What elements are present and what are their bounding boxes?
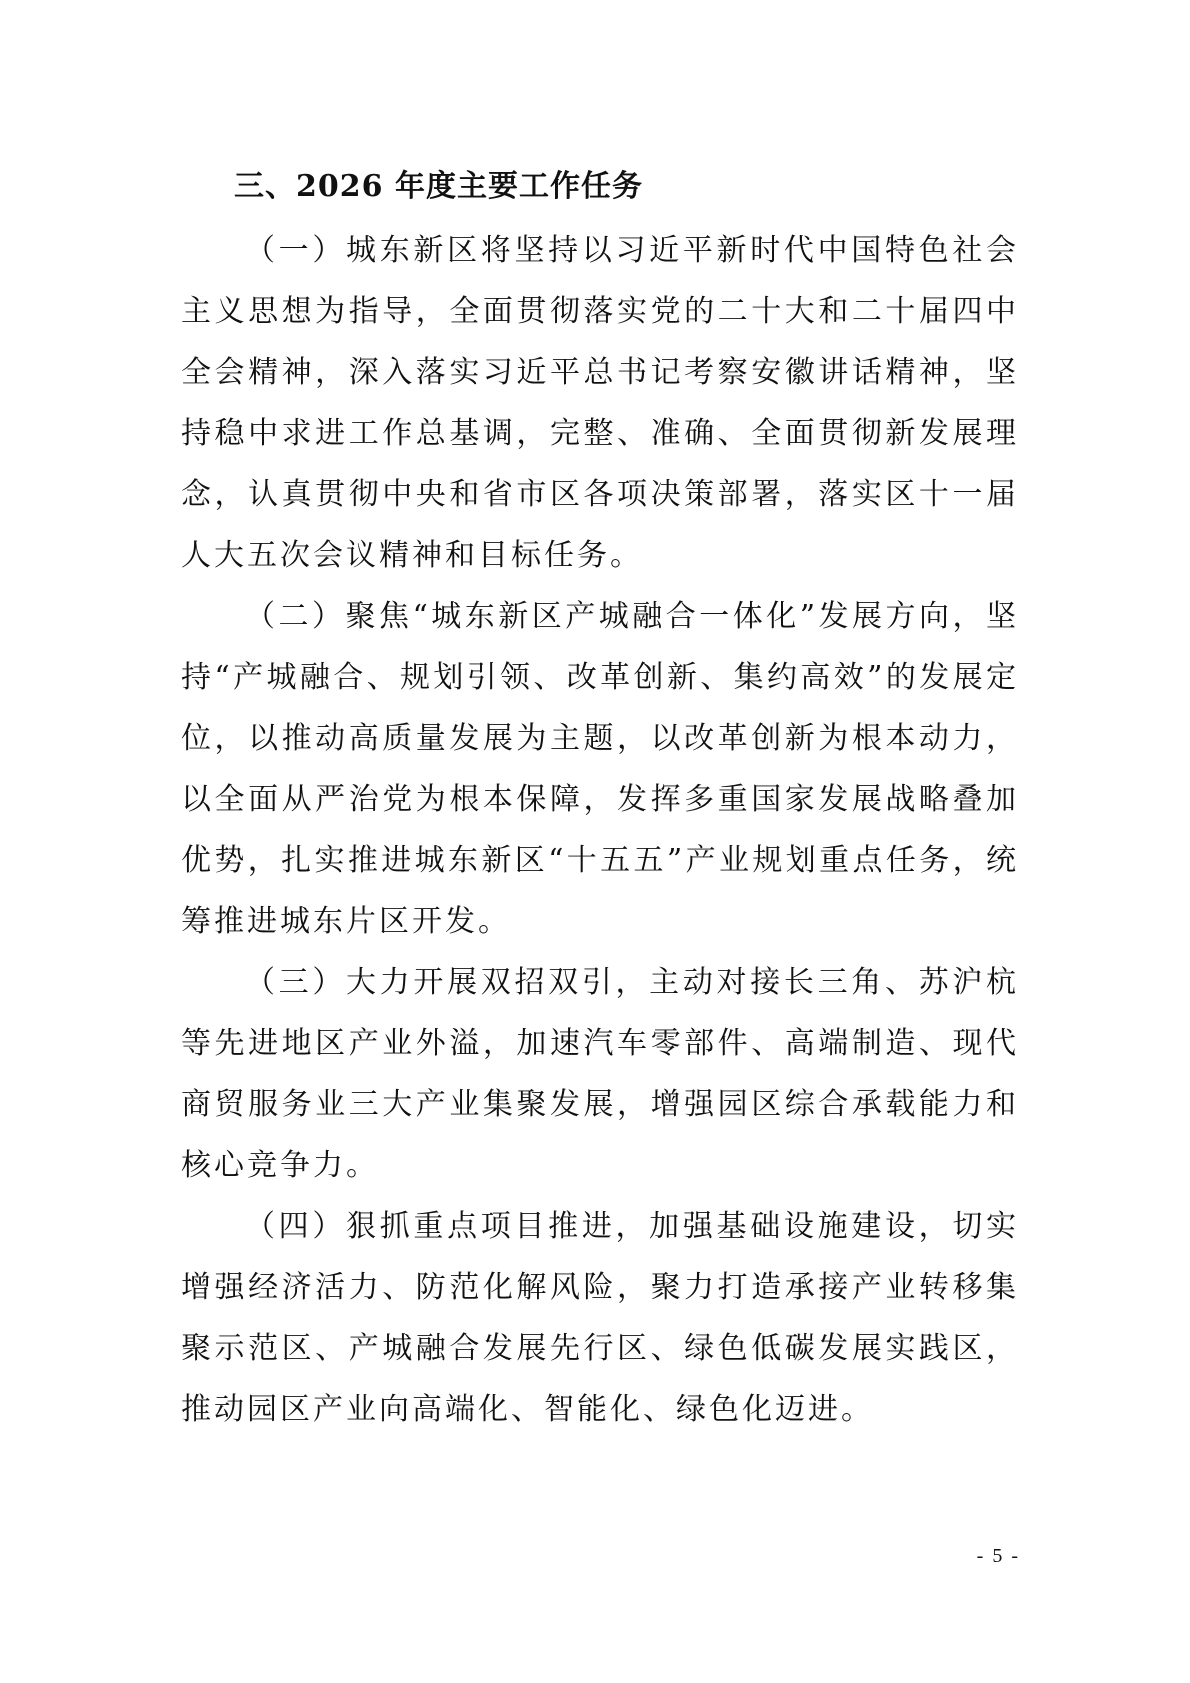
paragraph-4: （四）狠抓重点项目推进，加强基础设施建设，切实增强经济活力、防范化解风险，聚力打造承接产业转移集聚示范区、产城融合发展先行区、绿色低碳发展实践区，推动园区产业向高端化、智能化、绿色化迈进。 <box>181 1209 1019 1427</box>
paragraph-2: （二）聚焦“城东新区产城融合一体化”发展方向，坚持“产城融合、规划引领、改革创新、集约高效”的发展定位，以推动高质量发展为主题，以改革创新为根本动力，以全面从严治党为根本保障，发挥多重国家发展战略叠加优势，扎实推进城东新区“十五五”产业规划重点任务，统筹推进城东片区开发。 <box>181 599 1019 939</box>
page-number: - 5 - <box>976 1545 1020 1567</box>
document-body <box>181 154 1019 1440</box>
paragraph-1: （一）城东新区将坚持以习近平新时代中国特色社会主义思想为指导，全面贯彻落实党的二十大和二十届四中全会精神，深入落实习近平总书记考察安徽讲话精神，坚持稳中求进工作总基调，完整、准确、全面贯彻新发展理念，认真贯彻中央和省市区各项决策部署，落实区十一届人大五次会议精神和目标任务。 <box>181 233 1019 573</box>
section-heading: 三、2026 年度主要工作任务 <box>234 169 643 204</box>
paragraph-3: （三）大力开展双招双引，主动对接长三角、苏沪杭等先进地区产业外溢，加速汽车零部件、高端制造、现代商贸服务业三大产业集聚发展，增强园区综合承载能力和核心竞争力。 <box>181 965 1019 1183</box>
